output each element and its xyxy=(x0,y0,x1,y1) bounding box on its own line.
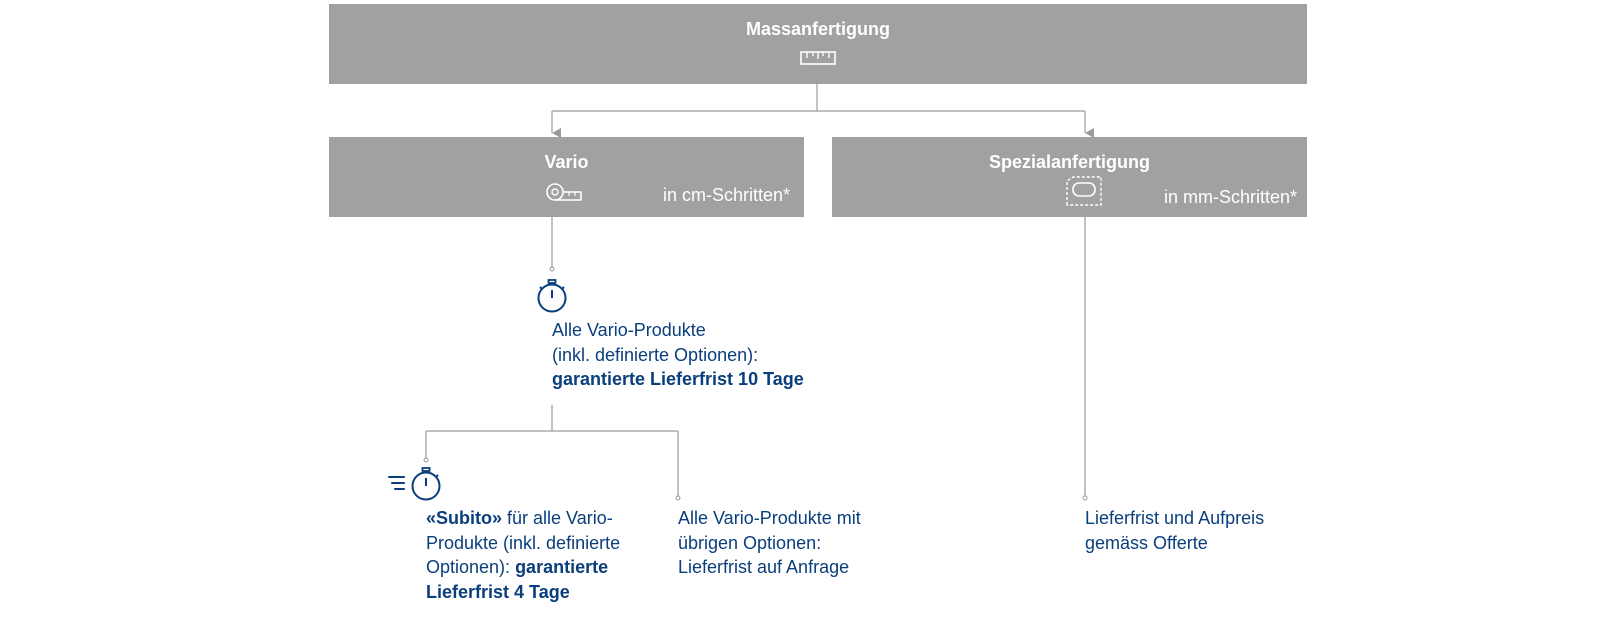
other-options-text xyxy=(678,506,938,580)
vario-all-line3: garantierte Lieferfrist 10 Tage xyxy=(552,369,804,389)
other-options-line1: Alle Vario-Produkte mit xyxy=(678,508,861,528)
vario-all-line1: Alle Vario-Produkte xyxy=(552,320,706,340)
subito-line1 xyxy=(426,506,676,531)
other-options-line3: Lieferfrist auf Anfrage xyxy=(678,557,850,577)
vario-note: in cm-Schritten* xyxy=(662,185,790,205)
subito-name: «Subito» xyxy=(426,508,503,528)
custom-shape-icon xyxy=(1065,175,1103,207)
subito-text1: für alle Vario- xyxy=(502,508,613,528)
vario-title: Vario xyxy=(544,152,589,172)
spezial-text-line2: gemäss Offerte xyxy=(1085,532,1208,553)
vario-all-line2: (inkl. definierte Optionen): xyxy=(552,344,759,365)
subito-text xyxy=(426,506,676,604)
connector-dot xyxy=(676,496,680,500)
massanfertigung-box xyxy=(329,4,1307,84)
subito-line3 xyxy=(426,555,676,580)
subito-line2: Produkte (inkl. definierte xyxy=(426,532,621,553)
spezial-box xyxy=(832,137,1307,217)
vario-box xyxy=(329,137,804,217)
spezial-title: Spezialanfertigung xyxy=(988,152,1150,172)
subito-line3a: Optionen): xyxy=(426,557,516,577)
massanfertigung-title: Massanfertigung xyxy=(745,19,891,39)
tape-measure-icon xyxy=(545,180,585,204)
subito-line3b: garantierte xyxy=(515,557,609,577)
other-options-line2: übrigen Optionen: xyxy=(678,532,822,553)
spezial-text xyxy=(1085,506,1345,555)
spezial-text-line1: Lieferfrist und Aufpreis xyxy=(1085,508,1265,528)
connector-dot xyxy=(1083,496,1087,500)
ruler-icon xyxy=(800,48,836,66)
spezial-note: in mm-Schritten* xyxy=(1163,187,1297,207)
connector-dot xyxy=(550,267,554,271)
subito-line4: Lieferfrist 4 Tage xyxy=(426,581,570,602)
fast-stopwatch-icon xyxy=(387,466,443,502)
vario-all-text xyxy=(552,318,872,392)
stopwatch-icon xyxy=(535,278,569,314)
connector-dot xyxy=(424,458,428,462)
